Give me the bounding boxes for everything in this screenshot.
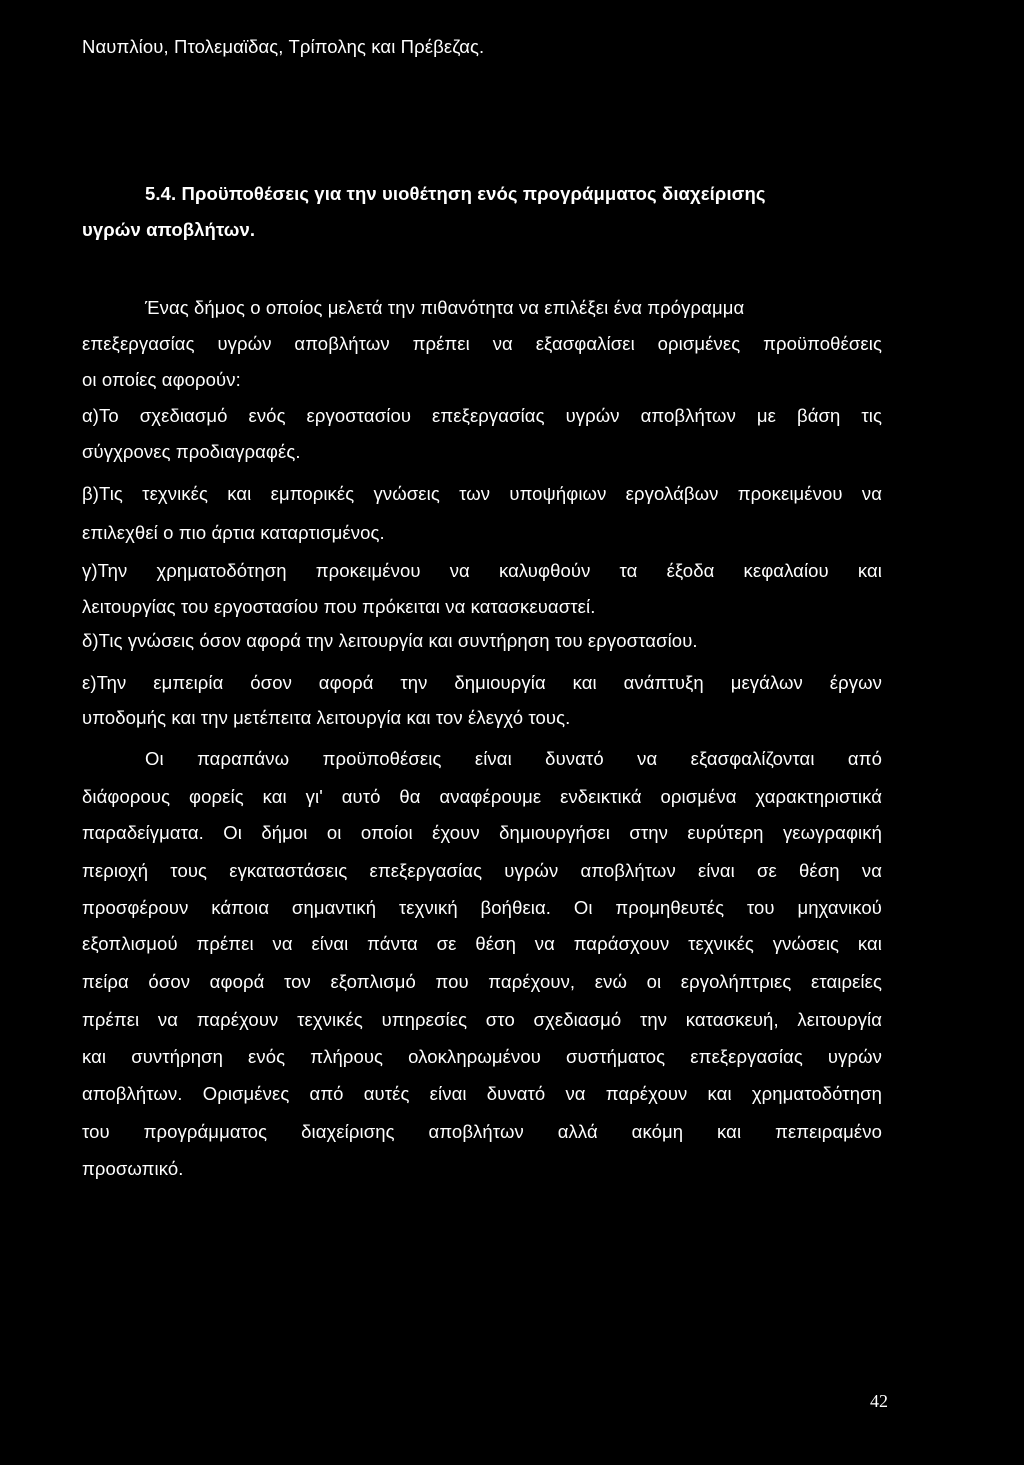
paragraph-line: και συντήρηση ενός πλήρους ολοκληρωμένου συστήματος επεξεργασίας υγρών [82, 1046, 882, 1067]
paragraph-line: εξοπλισμού πρέπει να είναι πάντα σε θέση να παράσχουν τεχνικές γνώσεις και [82, 933, 882, 954]
list-item-a-line-2: σύγχρονες προδιαγραφές. [82, 441, 301, 462]
paragraph-line: προσφέρουν κάποια σημαντική τεχνική βοήθεια. Οι προμηθευτές του μηχανικού [82, 897, 882, 918]
paragraph-line: προσωπικό. [82, 1158, 184, 1179]
list-item-c-line-2: λειτουργίας του εργοστασίου που πρόκειται να κατασκευαστεί. [82, 596, 596, 617]
paragraph-line: πείρα όσον αφορά τον εξοπλισμό που παρέχουν, ενώ οι εργολήπτριες εταιρείες [82, 971, 882, 992]
list-item-c-line-1: γ)Την χρηματοδότηση προκειμένου να καλυφθούν τα έξοδα κεφαλαίου και [82, 560, 882, 581]
paragraph-line: αποβλήτων. Ορισμένες από αυτές είναι δυνατό να παρέχουν και χρηματοδότηση [82, 1083, 882, 1104]
list-item-b-line-2: επιλεχθεί ο πιο άρτια καταρτισμένος. [82, 522, 385, 543]
section-heading-line-1: 5.4. Προϋποθέσεις για την υιοθέτηση ενός προγράμματος διαχείρισης [145, 183, 766, 204]
paragraph-line: πρέπει να παρέχουν τεχνικές υπηρεσίες στο σχεδιασμό την κατασκευή, λειτουργία [82, 1009, 882, 1030]
paragraph-line: οι οποίες αφορούν: [82, 369, 241, 390]
list-item-d: δ)Τις γνώσεις όσον αφορά την λειτουργία και συντήρηση του εργοστασίου. [82, 630, 698, 651]
paragraph-line: περιοχή τους εγκαταστάσεις επεξεργασίας υγρών αποβλήτων είναι σε θέση να [82, 860, 882, 881]
top-line: Ναυπλίου, Πτολεμαϊδας, Τρίπολης και Πρέβεζας. [82, 36, 485, 57]
paragraph-line: διάφορους φορείς και γι' αυτό θα αναφέρουμε ενδεικτικά ορισμένα χαρακτηριστικά [82, 786, 882, 807]
paragraph-line: Ένας δήμος ο οποίος μελετά την πιθανότητα να επιλέξει ένα πρόγραμμα [145, 297, 745, 318]
paragraph-line: του προγράμματος διαχείρισης αποβλήτων αλλά ακόμη και πεπειραμένο [82, 1121, 882, 1142]
list-item-a-line-1: α)Το σχεδιασμό ενός εργοστασίου επεξεργασίας υγρών αποβλήτων με βάση τις [82, 405, 882, 426]
paragraph-line: επεξεργασίας υγρών αποβλήτων πρέπει να εξασφαλίσει ορισμένες προϋποθέσεις [82, 333, 882, 354]
section-heading-line-2: υγρών αποβλήτων. [82, 219, 256, 240]
list-item-b-line-1: β)Τις τεχνικές και εμπορικές γνώσεις των υποψήφιων εργολάβων προκειμένου να [82, 483, 882, 504]
page-number: 42 [870, 1391, 888, 1411]
list-item-e-line-1: ε)Την εμπειρία όσον αφορά την δημιουργία και ανάπτυξη μεγάλων έργων [82, 672, 882, 693]
paragraph-line: Οι παραπάνω προϋποθέσεις είναι δυνατό να εξασφαλίζονται από [145, 748, 882, 769]
paragraph-line: παραδείγματα. Οι δήμοι οι οποίοι έχουν δημιουργήσει στην ευρύτερη γεωγραφική [82, 822, 882, 843]
list-item-e-line-2: υποδομής και την μετέπειτα λειτουργία και τον έλεγχό τους. [82, 707, 571, 728]
